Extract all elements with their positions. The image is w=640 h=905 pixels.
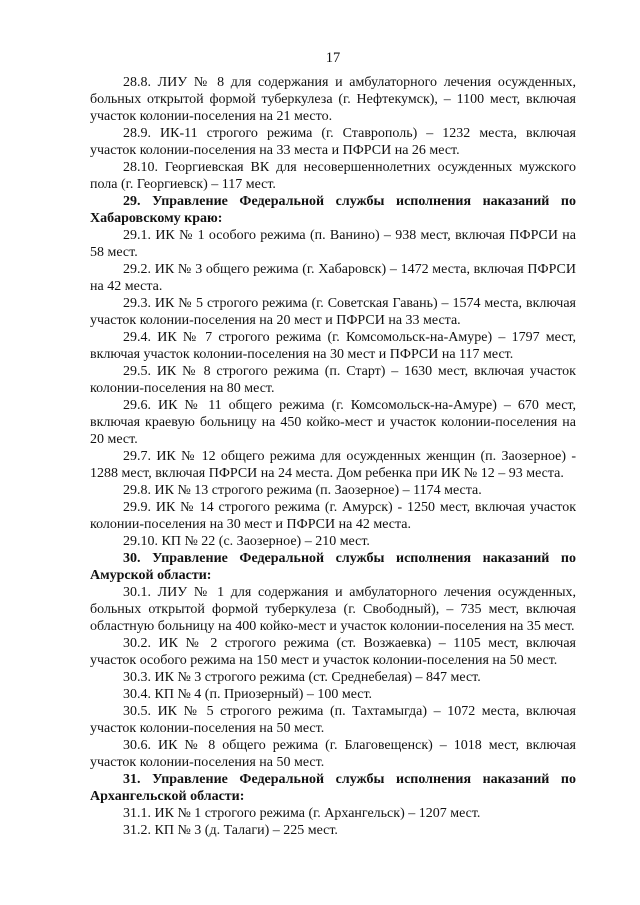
list-item: 29.8. ИК № 13 строгого режима (п. Заозерное) – 1174 места. [123,483,482,498]
list-item: 28.10. Георгиевская ВК для несовершеннолетних осужденных мужского пола (г. Георгиевск) – 117 мест. [90,160,576,192]
list-item: 29.10. КП № 22 (с. Заозерное) – 210 мест. [123,534,370,549]
list-item: 31.1. ИК № 1 строгого режима (г. Архангельск) – 1207 мест. [123,806,481,821]
list-item: 28.8. ЛИУ № 8 для содержания и амбулаторного лечения осужденных, больных открытой формой туберкулеза (г. Нефтекумск), – 1100 мест, включая участок колонии-поселения на 21 место. [90,75,576,124]
list-item: 28.9. ИК-11 строгого режима (г. Ставрополь) – 1232 места, включая участок колонии-поселения на 33 места и ПФРСИ на 26 мест. [90,126,576,158]
list-item: 29.7. ИК № 12 общего режима для осужденных женщин (п. Заозерное) - 1288 мест, включая ПФРСИ на 24 места. Дом ребенка при ИК № 12 – 93 места. [90,449,576,481]
list-item: 29.3. ИК № 5 строгого режима (г. Советская Гавань) – 1574 места, включая участок колонии-поселения на 20 мест и ПФРСИ на 33 места. [90,296,576,328]
list-item: 29.2. ИК № 3 общего режима (г. Хабаровск) – 1472 места, включая ПФРСИ на 42 места. [90,262,576,294]
list-item: 30.6. ИК № 8 общего режима (г. Благовещенск) – 1018 мест, включая участок колонии-поселения на 50 мест. [90,738,576,770]
list-item: 29.1. ИК № 1 особого режима (п. Ванино) – 938 мест, включая ПФРСИ на 58 мест. [90,228,576,260]
list-item: 30.1. ЛИУ № 1 для содержания и амбулаторного лечения осужденных, больных открытой формой туберкулеза (г. Свободный), – 735 мест, включая областную больницу на 400 койко-мест и участок колонии-поселения на 35 мест. [90,585,576,634]
list-item: 30.2. ИК № 2 строгого режима (ст. Возжаевка) – 1105 мест, включая участок особого режима на 150 мест и участок колонии-поселения на 50 мест. [90,636,576,668]
list-item: 29.9. ИК № 14 строгого режима (г. Амурск) - 1250 мест, включая участок колонии-поселения на 30 мест и ПФРСИ на 42 места. [90,500,576,532]
list-item: 30.3. ИК № 3 строгого режима (ст. Среднебелая) – 847 мест. [123,670,481,685]
document-page [90,50,576,839]
section-heading: 29. Управление Федеральной службы исполнения наказаний по Хабаровскому краю: [90,194,576,226]
list-item: 30.5. ИК № 5 строгого режима (п. Тахтамыгда) – 1072 места, включая участок колонии-поселения на 50 мест. [90,704,576,736]
list-item: 31.2. КП № 3 (д. Талаги) – 225 мест. [123,823,338,838]
document-body [90,74,576,839]
list-item: 30.4. КП № 4 (п. Приозерный) – 100 мест. [123,687,373,702]
section-heading: 30. Управление Федеральной службы исполнения наказаний по Амурской области: [90,551,576,583]
list-item: 29.5. ИК № 8 строгого режима (п. Старт) – 1630 мест, включая участок колонии-поселения на 80 мест. [90,364,576,396]
list-item: 29.4. ИК № 7 строгого режима (г. Комсомольск-на-Амуре) – 1797 мест, включая участок колонии-поселения на 30 мест и ПФРСИ на 117 мест. [90,330,576,362]
section-heading: 31. Управление Федеральной службы исполнения наказаний по Архангельской области: [90,772,576,804]
list-item: 29.6. ИК № 11 общего режима (г. Комсомольск-на-Амуре) – 670 мест, включая краевую больницу на 450 койко-мест и участок колонии-поселения на 20 мест. [90,398,576,447]
page-number: 17 [325,50,341,66]
